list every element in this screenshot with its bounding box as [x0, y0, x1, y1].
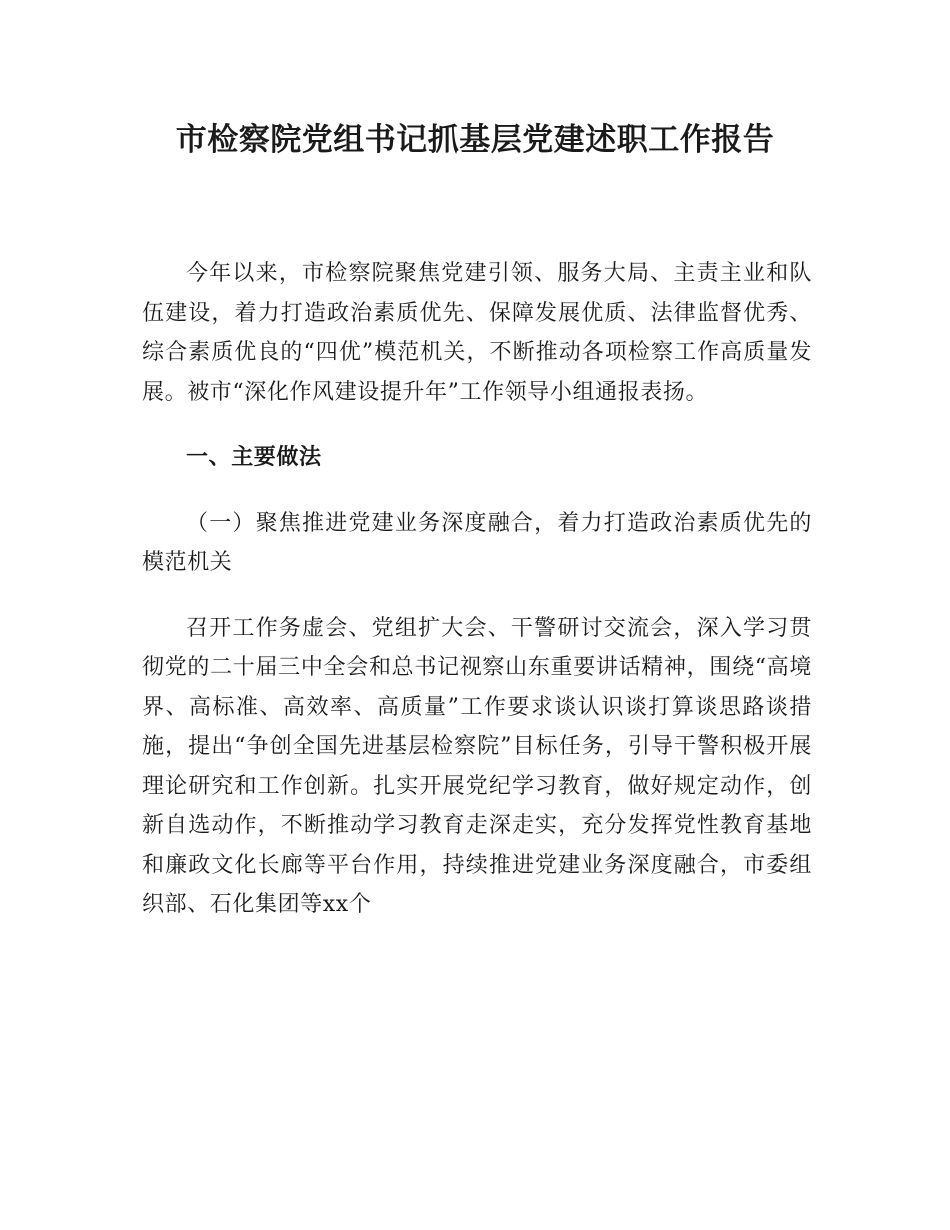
document-title: 市检察院党组书记抓基层党建述职工作报告	[175, 122, 775, 158]
document-body	[142, 254, 812, 925]
section-paragraph: 召开工作务虚会、党组扩大会、干警研讨交流会，深入学习贯彻党的二十届三中全会和总书记视察山东重要讲话精神，围绕“高境界、高标准、高效率、高质量”工作要求谈认识谈打算谈思路谈措施，提出“争创全国先进基层检察院”目标任务，引导干警积极开展理论研究和工作创新。扎实开展党纪学习教育，做好规定动作，创新自选动作，不断推动学习教育走深走实，充分发挥党性教育基地和廉政文化长廊等平台作用，持续推进党建业务深度融合，市委组织部、石化集团等xx个	[142, 615, 812, 917]
subsection-heading: （一）聚焦推进党建业务深度融合，着力打造政治素质优先的模范机关	[142, 510, 812, 575]
intro-paragraph: 今年以来，市检察院聚焦党建引领、服务大局、主责主业和队伍建设，着力打造政治素质优先、保障发展优质、法律监督优秀、综合素质优良的“四优”模范机关，不断推动各项检察工作高质量发展。被市“深化作风建设提升年”工作领导小组通报表扬。	[142, 261, 812, 405]
section-heading: 一、主要做法	[186, 445, 322, 470]
